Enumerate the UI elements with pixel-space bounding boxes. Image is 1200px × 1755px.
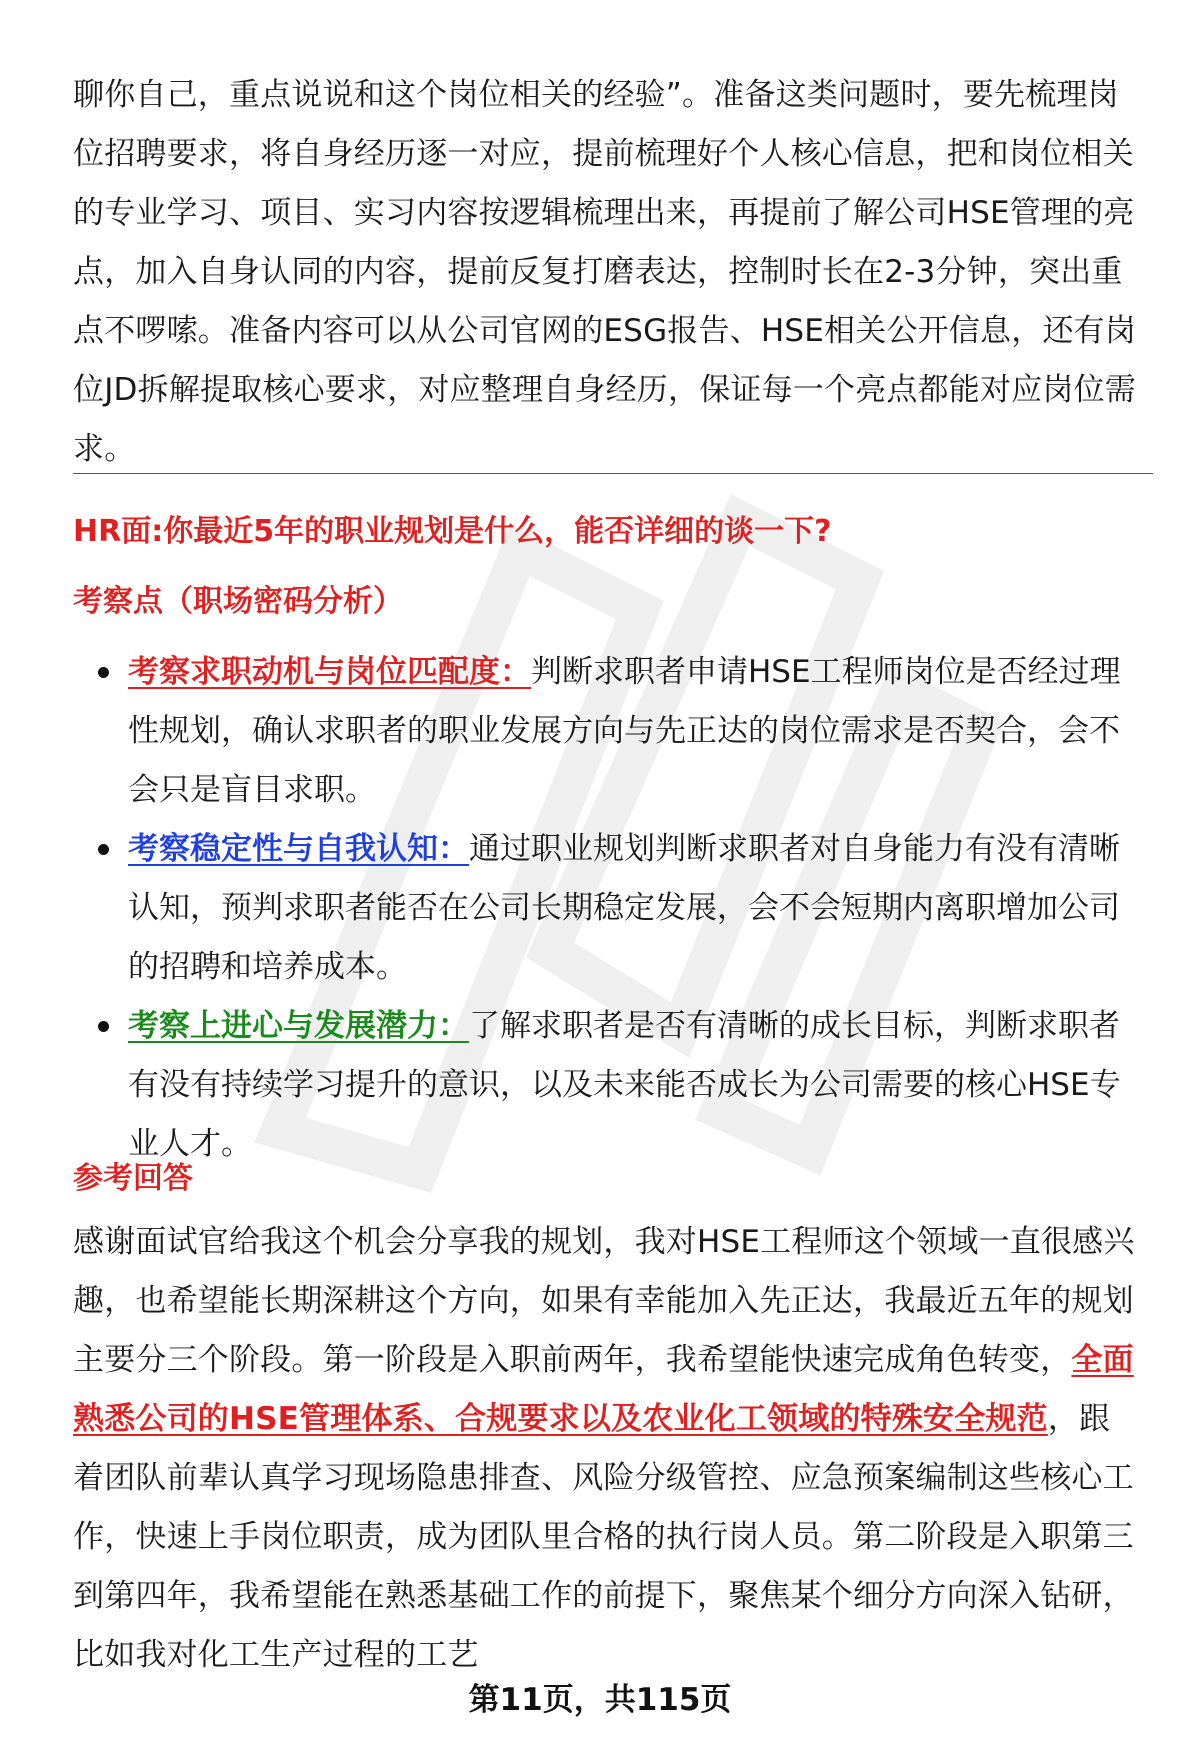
reference-answer-paragraph	[73, 1213, 1141, 1685]
intro-paragraph: 聊你自己，重点说说和这个岗位相关的经验”。准备这类问题时，要先梳理岗位招聘要求，将自身经历逐一对应，提前梳理好个人核心信息，把和岗位相关的专业学习、项目、实习内容按逻辑梳理出来，再提前了解公司HSE管理的亮点，加入自身认同的内容，提前反复打磨表达，控制时长在2-3分钟，突出重点不啰嗦。准备内容可以从公司官网的ESG报告、HSE相关公开信息，还有岗位JD拆解提取核心要求，对应整理自身经历，保证每一个亮点都能对应岗位需求。	[73, 77, 1137, 467]
answer-highlight: 全面熟悉公司的HSE管理体系、合规要求以及农业化工领域的特殊安全规范	[73, 1342, 1134, 1437]
interview-question-heading: HR面:你最近5年的职业规划是什么，能否详细的谈一下?	[73, 514, 832, 549]
point-text: 判断求职者申请HSE工程师岗位是否经过理性规划，确认求职者的职业发展方向与先正达的岗位需求是否契合，会不会只是盲目求职。	[128, 654, 1121, 808]
reference-answer-heading: 参考回答	[73, 1161, 193, 1196]
assessment-points-list	[73, 643, 1143, 1174]
page-number-footer: 第11页，共115页	[468, 1682, 732, 1718]
point-keyword: 考察求职动机与岗位匹配度：	[128, 654, 531, 690]
bullet-dot-icon	[98, 844, 109, 855]
point-keyword: 考察上进心与发展潜力：	[128, 1008, 469, 1044]
section-divider	[73, 473, 1153, 474]
answer-text-part2: ，跟着团队前辈认真学习现场隐患排查、风险分级管控、应急预案编制这些核心工作，快速上手岗位职责，成为团队里合格的执行岗人员。第二阶段是入职第三到第四年，我希望能在熟悉基础工作的前提下，聚焦某个细分方向深入钻研，比如我对化工生产过程的工艺	[73, 1401, 1134, 1673]
bullet-dot-icon	[98, 667, 109, 678]
bullet-dot-icon	[98, 1021, 109, 1032]
list-item	[73, 997, 1143, 1174]
point-text: 通过职业规划判断求职者对自身能力有没有清晰认知，预判求职者能否在公司长期稳定发展，会不会短期内离职增加公司的招聘和培养成本。	[128, 831, 1120, 985]
answer-text-part1: 感谢面试官给我这个机会分享我的规划，我对HSE工程师这个领域一直很感兴趣，也希望能长期深耕这个方向，如果有幸能加入先正达，我最近五年的规划主要分三个阶段。第一阶段是入职前两年，我希望能快速完成角色转变，	[73, 1224, 1135, 1378]
list-item	[73, 643, 1143, 820]
point-keyword: 考察稳定性与自我认知：	[128, 831, 469, 867]
assessment-points-heading: 考察点（职场密码分析）	[73, 584, 403, 619]
point-text: 了解求职者是否有清晰的成长目标，判断求职者有没有持续学习提升的意识，以及未来能否成长为公司需要的核心HSE专业人才。	[128, 1008, 1121, 1162]
list-item	[73, 820, 1143, 997]
